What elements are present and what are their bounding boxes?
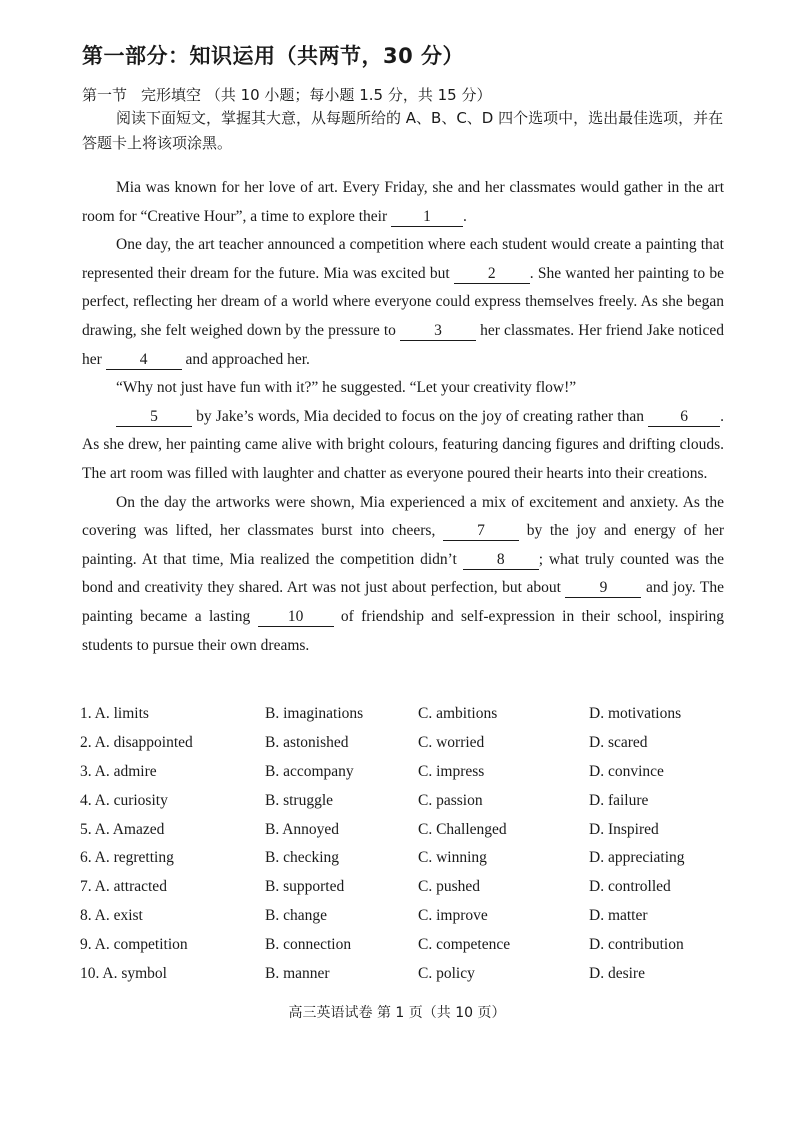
blank-5: 5 bbox=[116, 408, 192, 427]
option-a: 5. A. Amazed bbox=[80, 820, 165, 838]
option-row bbox=[80, 878, 730, 907]
option-d: D. controlled bbox=[589, 878, 671, 896]
part-title: 第一部分：知识运用（共两节，30 分） bbox=[82, 44, 465, 68]
option-row bbox=[80, 763, 730, 792]
option-row bbox=[80, 849, 730, 878]
paragraph-2: One day, the art teacher announced a competition where each student would create a painting that represented their dream for the future. Mia was excited but 2 . She wanted her painting to be perfect, reflecting her dream of a world where everyone could express themselves freely. As she began drawing, she felt weighed down by the pressure to 3 her classmates. Her friend Jake noticed her 4 and approached her. bbox=[82, 236, 724, 368]
option-d: D. desire bbox=[589, 965, 645, 983]
option-a: 2. A. disappointed bbox=[80, 733, 193, 751]
blank-4: 4 bbox=[106, 351, 182, 370]
option-b: B. imaginations bbox=[265, 705, 364, 722]
option-b: B. connection bbox=[265, 936, 352, 954]
option-d: D. convince bbox=[589, 762, 664, 780]
option-d: D. Inspired bbox=[589, 820, 659, 838]
option-b: B. accompany bbox=[265, 762, 354, 780]
option-a: 3. A. admire bbox=[80, 762, 157, 780]
option-b: B. Annoyed bbox=[265, 820, 340, 838]
paragraph-1: Mia was known for her love of art. Every Friday, she and her classmates would gather in the art room for “Creative Hour”, a time to explore their 1 . bbox=[82, 179, 724, 225]
blank-6: 6 bbox=[648, 408, 720, 427]
cloze-passage bbox=[82, 174, 724, 660]
option-c: C. Challenged bbox=[418, 820, 507, 838]
option-d: D. scared bbox=[589, 733, 648, 751]
blank-2: 2 bbox=[454, 265, 530, 284]
blank-1: 1 bbox=[391, 208, 463, 227]
option-a: 4. A. curiosity bbox=[80, 791, 168, 809]
page-footer: 高三英语试卷 第 1 页（共 10 页） bbox=[288, 1005, 506, 1021]
blank-7: 7 bbox=[443, 522, 519, 541]
blank-9: 9 bbox=[565, 579, 641, 598]
option-b: B. astonished bbox=[265, 733, 349, 751]
option-row bbox=[80, 907, 730, 936]
blank-10: 10 bbox=[258, 608, 334, 627]
instructions: 阅读下面短文，掌握其大意，从每题所给的 A、B、C、D 四个选项中，选出最佳选项，并在答题卡上将该项涂黑。 bbox=[82, 109, 724, 152]
option-c: C. policy bbox=[418, 965, 475, 983]
option-b: B. struggle bbox=[265, 791, 334, 809]
option-c: C. impress bbox=[418, 762, 485, 780]
option-row bbox=[80, 792, 730, 821]
answer-options bbox=[80, 705, 730, 994]
option-c: C. winning bbox=[418, 849, 487, 867]
option-b: B. change bbox=[265, 907, 327, 925]
blank-8: 8 bbox=[463, 551, 539, 570]
paragraph-3: “Why not just have fun with it?” he suggested. “Let your creativity flow!” bbox=[116, 379, 577, 397]
option-a: 9. A. competition bbox=[80, 936, 188, 954]
option-row bbox=[80, 965, 730, 994]
option-a: 8. A. exist bbox=[80, 907, 143, 925]
option-d: D. matter bbox=[589, 907, 648, 925]
option-d: D. appreciating bbox=[589, 849, 685, 867]
option-c: C. ambitions bbox=[418, 705, 498, 722]
option-b: B. supported bbox=[265, 878, 345, 896]
option-c: C. pushed bbox=[418, 878, 480, 896]
paragraph-5: On the day the artworks were shown, Mia experienced a mix of excitement and anxiety. As the covering was lifted, her classmates burst into cheers, 7 by the joy and energy of her painting. At that time, Mia realized the competition didn’t 8 ; what truly counted was the bond and creativity they shared. Art was not just about perfection, but about 9 and joy. The painting became a lasting 10 of friendship and self-expression in their school, inspiring students to pursue their own dreams. bbox=[82, 493, 724, 654]
option-c: C. passion bbox=[418, 791, 483, 809]
option-a: 10. A. symbol bbox=[80, 965, 167, 983]
option-a: 7. A. attracted bbox=[80, 878, 167, 896]
option-row bbox=[80, 705, 730, 734]
option-c: C. improve bbox=[418, 907, 488, 925]
blank-3: 3 bbox=[400, 322, 476, 341]
option-b: B. manner bbox=[265, 965, 330, 983]
section-name: 完形填空 bbox=[141, 86, 202, 104]
option-d: D. contribution bbox=[589, 936, 684, 954]
option-c: C. worried bbox=[418, 733, 485, 751]
option-a: 1. A. limits bbox=[80, 705, 149, 722]
option-row bbox=[80, 821, 730, 850]
option-row bbox=[80, 734, 730, 763]
option-c: C. competence bbox=[418, 936, 511, 954]
option-row bbox=[80, 936, 730, 965]
option-a: 6. A. regretting bbox=[80, 849, 174, 867]
option-d: D. failure bbox=[589, 791, 649, 809]
section-title bbox=[82, 84, 491, 105]
option-b: B. checking bbox=[265, 849, 340, 867]
section-detail: （共 10 小题；每小题 1.5 分，共 15 分） bbox=[205, 86, 492, 104]
section-label: 第一节 bbox=[82, 86, 128, 104]
paragraph-4: 5 by Jake’s words, Mia decided to focus on the joy of creating rather than 6 . As she drew, her painting came alive with bright colours, featuring dancing figures and drifting clouds. The art room was filled with laughter and chatter as everyone poured their hearts into their creations. bbox=[82, 407, 724, 482]
option-d: D. motivations bbox=[589, 705, 682, 722]
